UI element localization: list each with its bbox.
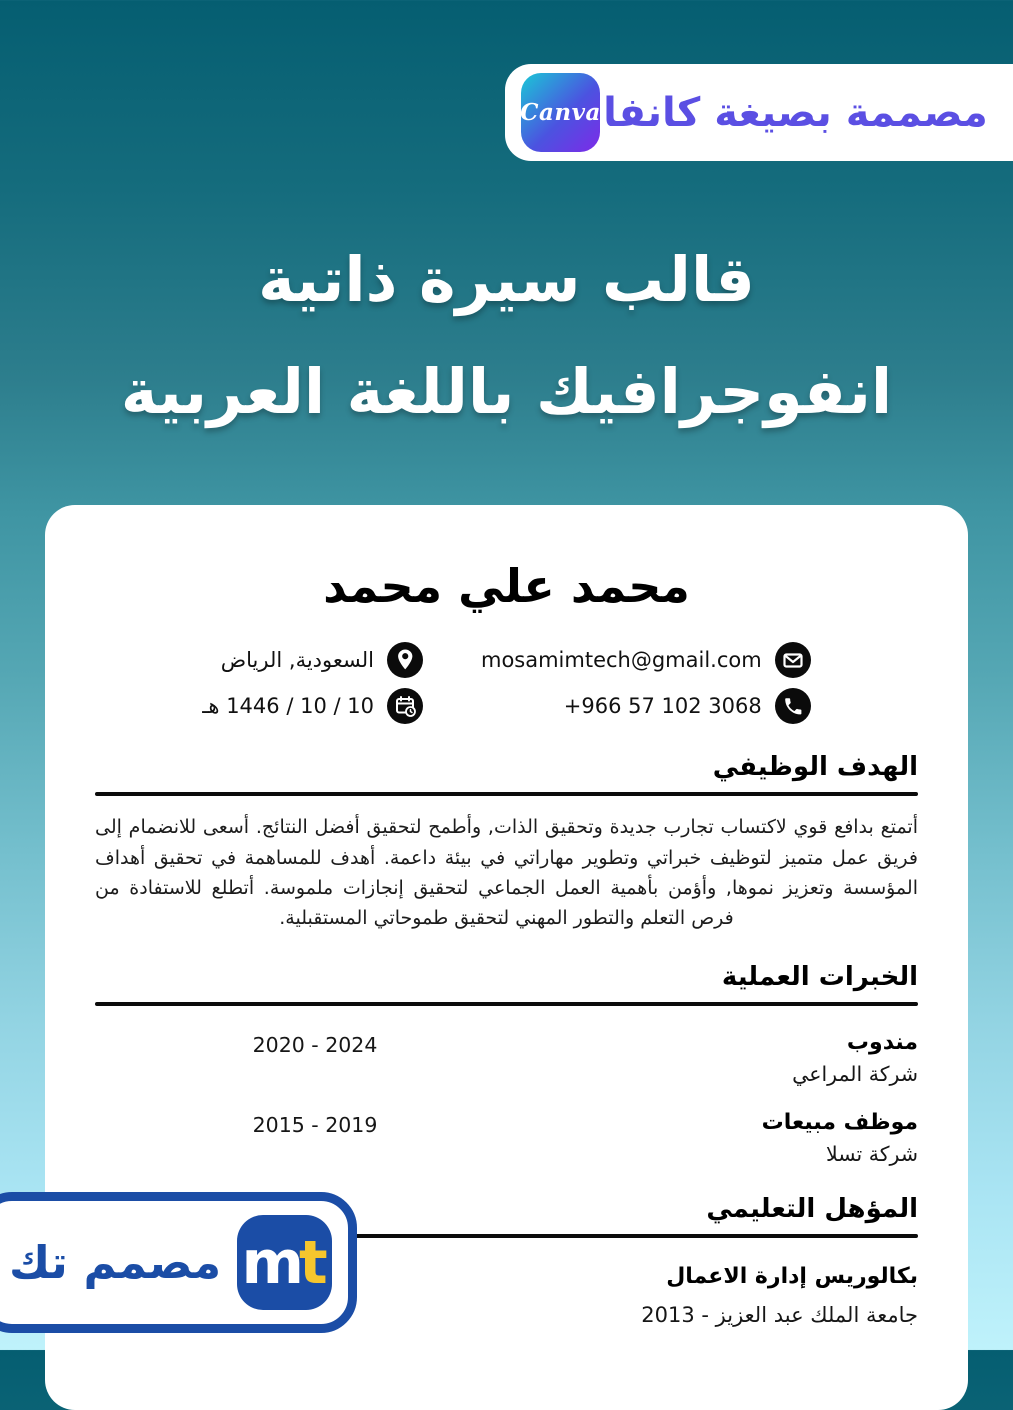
experience-item-head bbox=[535, 1110, 918, 1166]
mosamim-tech-logo-icon bbox=[237, 1215, 332, 1310]
phone-icon bbox=[775, 688, 811, 724]
mosamim-tech-label: مصمم تك bbox=[9, 1236, 222, 1289]
job-dates: 2020 - 2024 bbox=[252, 1032, 378, 1057]
contact-row-email bbox=[481, 642, 811, 678]
contact-location: السعودية, الرياض bbox=[220, 648, 374, 673]
section-divider bbox=[95, 792, 918, 796]
job-company: شركة تسلا bbox=[826, 1141, 918, 1166]
calendar-icon bbox=[387, 688, 423, 724]
objective-heading: الهدف الوظيفي bbox=[712, 752, 918, 783]
poster-title-line2: انفوجرافيك باللغة العربية bbox=[120, 355, 893, 428]
education-heading: المؤهل التعليمي bbox=[706, 1193, 918, 1224]
experience-item-head bbox=[535, 1030, 918, 1086]
section-experience bbox=[95, 962, 918, 1166]
section-objective bbox=[95, 752, 918, 934]
experience-heading: الخبرات العملية bbox=[721, 961, 918, 992]
section-divider bbox=[95, 1002, 918, 1006]
canva-logo-icon bbox=[521, 73, 600, 152]
job-title: مندوب bbox=[846, 1029, 918, 1055]
envelope-icon bbox=[775, 642, 811, 678]
poster-title bbox=[0, 224, 1013, 448]
canva-badge-label: مصممة بصيغة كانفا bbox=[603, 89, 988, 136]
logo-letter-m: m bbox=[241, 1227, 305, 1298]
experience-item bbox=[95, 1110, 918, 1166]
canva-format-badge bbox=[505, 64, 1013, 161]
education-university: جامعة الملك عبد العزيز - 2013 bbox=[641, 1302, 918, 1327]
objective-text: أتمتع بدافع قوي لاكتساب تجارب جديدة وتحقيق الذات, وأطمح لتحقيق أفضل النتائج. أسعى للانضمام إلى فريق عمل متميز لتوظيف خبراتي وتطوير مهاراتي في بيئة داعمة. أهدف للمساهمة في تحقيق أهداف المؤسسة وتعزيز نموها, وأؤمن بأهمية العمل الجماعي لتحقيق إنجازات ملموسة. أتطلع للاستفادة من فرص التعلم والتطور المهني لتحقيق طموحاتي المستقبلية. bbox=[95, 816, 918, 930]
location-pin-icon bbox=[387, 642, 423, 678]
contact-block bbox=[95, 642, 918, 724]
poster-title-line1: قالب سيرة ذاتية bbox=[258, 243, 755, 316]
contact-row-date bbox=[202, 688, 423, 724]
contact-col-secondary bbox=[202, 642, 423, 724]
cv-name: محمد علي محمد bbox=[323, 559, 690, 613]
job-title: موظف مبيعات bbox=[761, 1109, 918, 1135]
job-company: شركة المراعي bbox=[792, 1061, 918, 1086]
logo-letter-t: t bbox=[299, 1227, 328, 1298]
contact-phone: +966 57 102 3068 bbox=[563, 694, 762, 719]
contact-row-phone bbox=[481, 688, 811, 724]
job-dates: 2015 - 2019 bbox=[252, 1112, 378, 1137]
contact-email: mosamimtech@gmail.com bbox=[480, 648, 762, 673]
education-degree: بكالوريس إدارة الاعمال bbox=[666, 1263, 918, 1289]
experience-item bbox=[95, 1030, 918, 1086]
contact-hijri-date: 10 / 10 / 1446 هـ bbox=[202, 694, 374, 719]
mosamim-tech-badge bbox=[0, 1192, 357, 1333]
contact-row-location bbox=[202, 642, 423, 678]
contact-col-primary bbox=[481, 642, 811, 724]
canva-logo-text: Canva bbox=[520, 99, 601, 126]
